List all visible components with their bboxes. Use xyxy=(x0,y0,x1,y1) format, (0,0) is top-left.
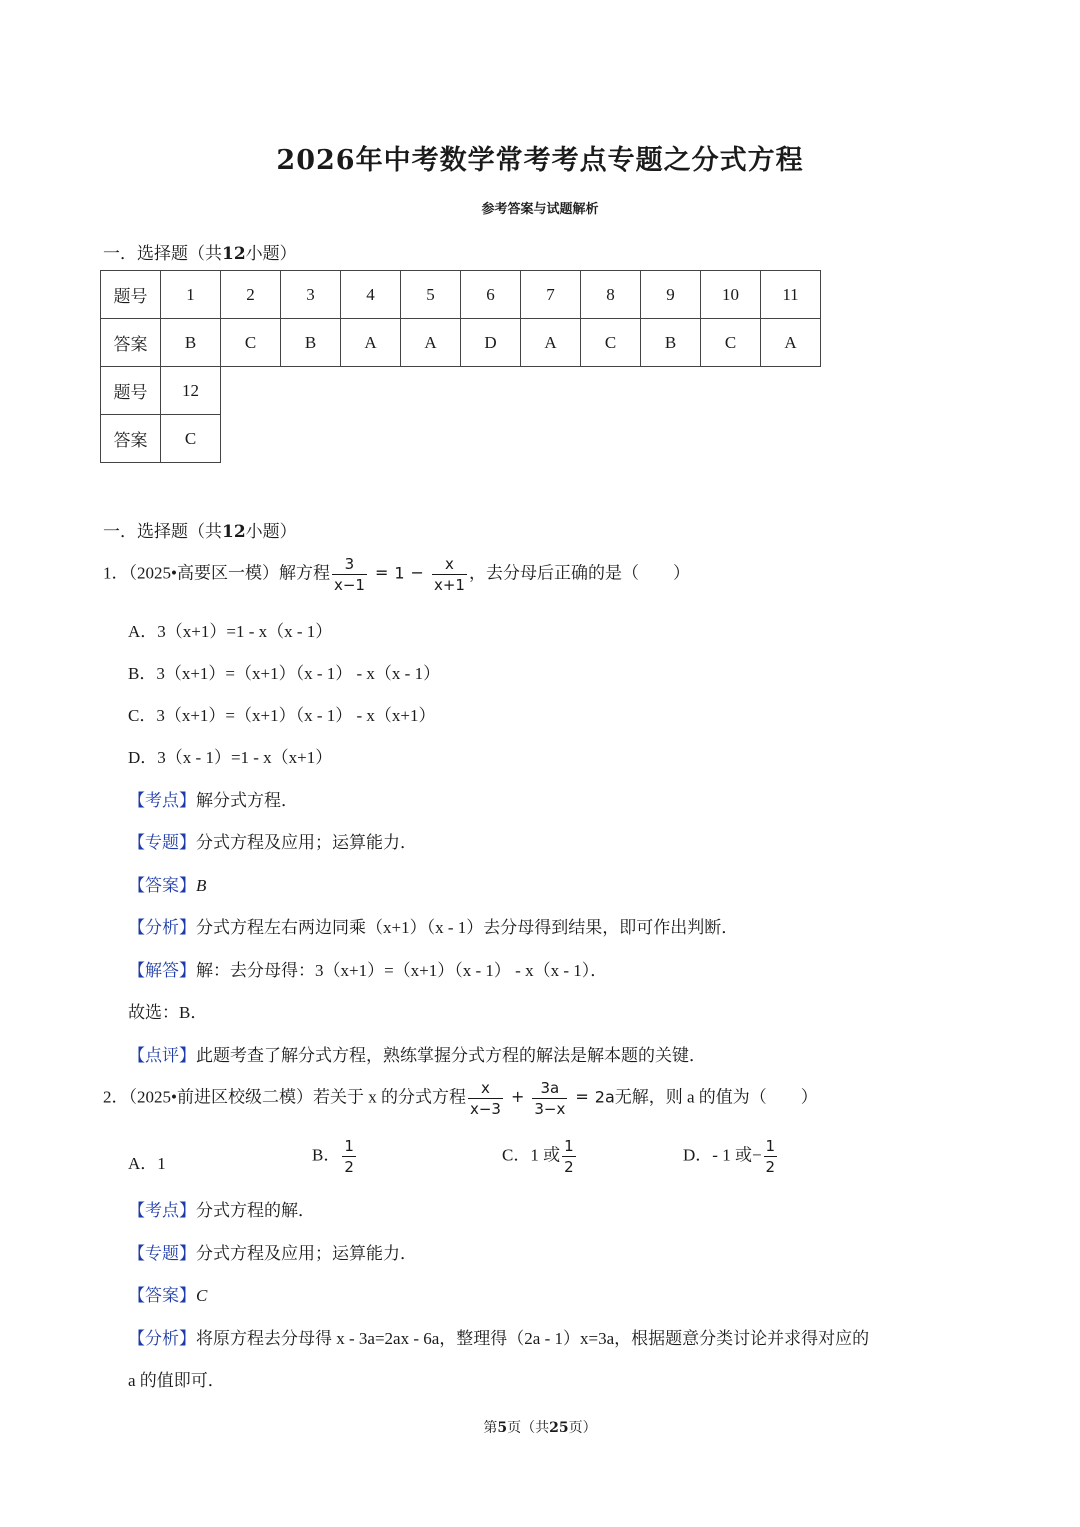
answer-table xyxy=(100,270,821,367)
fraction: $\frac{x}{x+1}$ xyxy=(433,555,465,594)
table-cell: 12 xyxy=(161,367,221,415)
table-cell: 4 xyxy=(341,271,401,319)
q1-analysis: 【分析】分式方程左右两边同乘（x+1）（x - 1）去分母得到结果，即可作出判断． xyxy=(128,918,739,937)
table-row xyxy=(101,271,821,319)
table-cell: A xyxy=(761,319,821,367)
table-cell: C xyxy=(581,319,641,367)
q2-kaodian: 【考点】分式方程的解． xyxy=(128,1201,315,1220)
table-row xyxy=(101,319,821,367)
fraction: $\frac{x}{x-3}$ xyxy=(469,1079,501,1118)
q1-answer: 【答案】B xyxy=(128,876,207,895)
table-cell: A xyxy=(341,319,401,367)
q2-zhuanti: 【专题】分式方程及应用；运算能力． xyxy=(128,1244,417,1263)
table-cell: 2 xyxy=(221,271,281,319)
table-cell: A xyxy=(521,319,581,367)
option-a: A．1 xyxy=(128,1154,166,1173)
table-cell: 3 xyxy=(281,271,341,319)
table-cell: 6 xyxy=(461,271,521,319)
table-cell: A xyxy=(401,319,461,367)
table-cell: 7 xyxy=(521,271,581,319)
q2-answer: 【答案】C xyxy=(128,1286,208,1305)
q2-analysis-cont: a 的值即可． xyxy=(128,1371,225,1390)
fraction: $\frac{3}{x-1}$ xyxy=(333,555,365,594)
option-d: D．- 1 或− $\frac{1}{2}$ xyxy=(683,1137,776,1176)
table-cell-label: 答案 xyxy=(101,319,161,367)
table-cell: 10 xyxy=(701,271,761,319)
table-cell: 9 xyxy=(641,271,701,319)
question-1-stem: 1．（2025•高要区一模）解方程 $\frac{3}{x-1}$ = 1 − $\frac{x}{x+1}$ ，去分母后正确的是（ ） xyxy=(103,555,690,594)
table-cell: 8 xyxy=(581,271,641,319)
q1-kaodian: 【考点】解分式方程． xyxy=(128,791,298,810)
option-b: B． $\frac{1}{2}$ xyxy=(312,1137,354,1176)
page-footer: 第5页（共25页） xyxy=(483,1420,597,1436)
fraction: $\frac{3a}{3-x}$ xyxy=(534,1079,566,1118)
table-cell: C xyxy=(701,319,761,367)
q1-solution: 【解答】解：去分母得：3（x+1）=（x+1）（x - 1） - x（x - 1）． xyxy=(128,961,608,980)
table-cell: B xyxy=(281,319,341,367)
table-cell: 1 xyxy=(161,271,221,319)
table-cell-label: 答案 xyxy=(101,415,161,463)
question-2-stem: 2．（2025•前进区校级二模）若关于 x 的分式方程 $\frac{x}{x-3}$ + $\frac{3a}{3-x}$ = 2a无解，则 a 的值为（ ） xyxy=(103,1079,818,1118)
table-cell: 11 xyxy=(761,271,821,319)
table-cell-label: 题号 xyxy=(101,271,161,319)
q1-choice: 故选：B． xyxy=(128,1003,208,1022)
table-cell: C xyxy=(161,415,221,463)
page-title: 2026年中考数学常考考点专题之分式方程 xyxy=(276,145,804,176)
section-heading-2: 一．选择题（共12小题） xyxy=(103,522,297,542)
option-c: C．1 或 $\frac{1}{2}$ xyxy=(502,1137,574,1176)
fraction: $\frac{1}{2}$ xyxy=(765,1137,776,1176)
table-cell: B xyxy=(641,319,701,367)
fraction: $\frac{1}{2}$ xyxy=(564,1137,574,1176)
table-cell: 5 xyxy=(401,271,461,319)
q1-comment: 【点评】此题考查了解分式方程，熟练掌握分式方程的解法是解本题的关键． xyxy=(128,1046,706,1065)
option-b: B．3（x+1）=（x+1）（x - 1） - x（x - 1） xyxy=(128,664,441,683)
table-cell-label: 题号 xyxy=(101,367,161,415)
fraction: $\frac{1}{2}$ xyxy=(344,1137,354,1176)
answer-table-continued xyxy=(100,366,221,463)
page-subtitle: 参考答案与试题解析 xyxy=(481,202,599,217)
option-a: A．3（x+1）=1 - x（x - 1） xyxy=(128,622,333,641)
q1-zhuanti: 【专题】分式方程及应用；运算能力． xyxy=(128,833,417,852)
q2-analysis: 【分析】将原方程去分母得 x - 3a=2ax - 6a，整理得（2a - 1）x=3a，根据题意分类讨论并求得对应的 xyxy=(128,1329,870,1348)
section-heading-1: 一．选择题（共12小题） xyxy=(103,244,297,264)
option-d: D．3（x - 1）=1 - x（x+1） xyxy=(128,748,333,767)
option-c: C．3（x+1）=（x+1）（x - 1） - x（x+1） xyxy=(128,706,436,725)
table-row xyxy=(101,367,221,415)
table-cell: B xyxy=(161,319,221,367)
table-cell: D xyxy=(461,319,521,367)
table-row xyxy=(101,415,221,463)
table-cell: C xyxy=(221,319,281,367)
